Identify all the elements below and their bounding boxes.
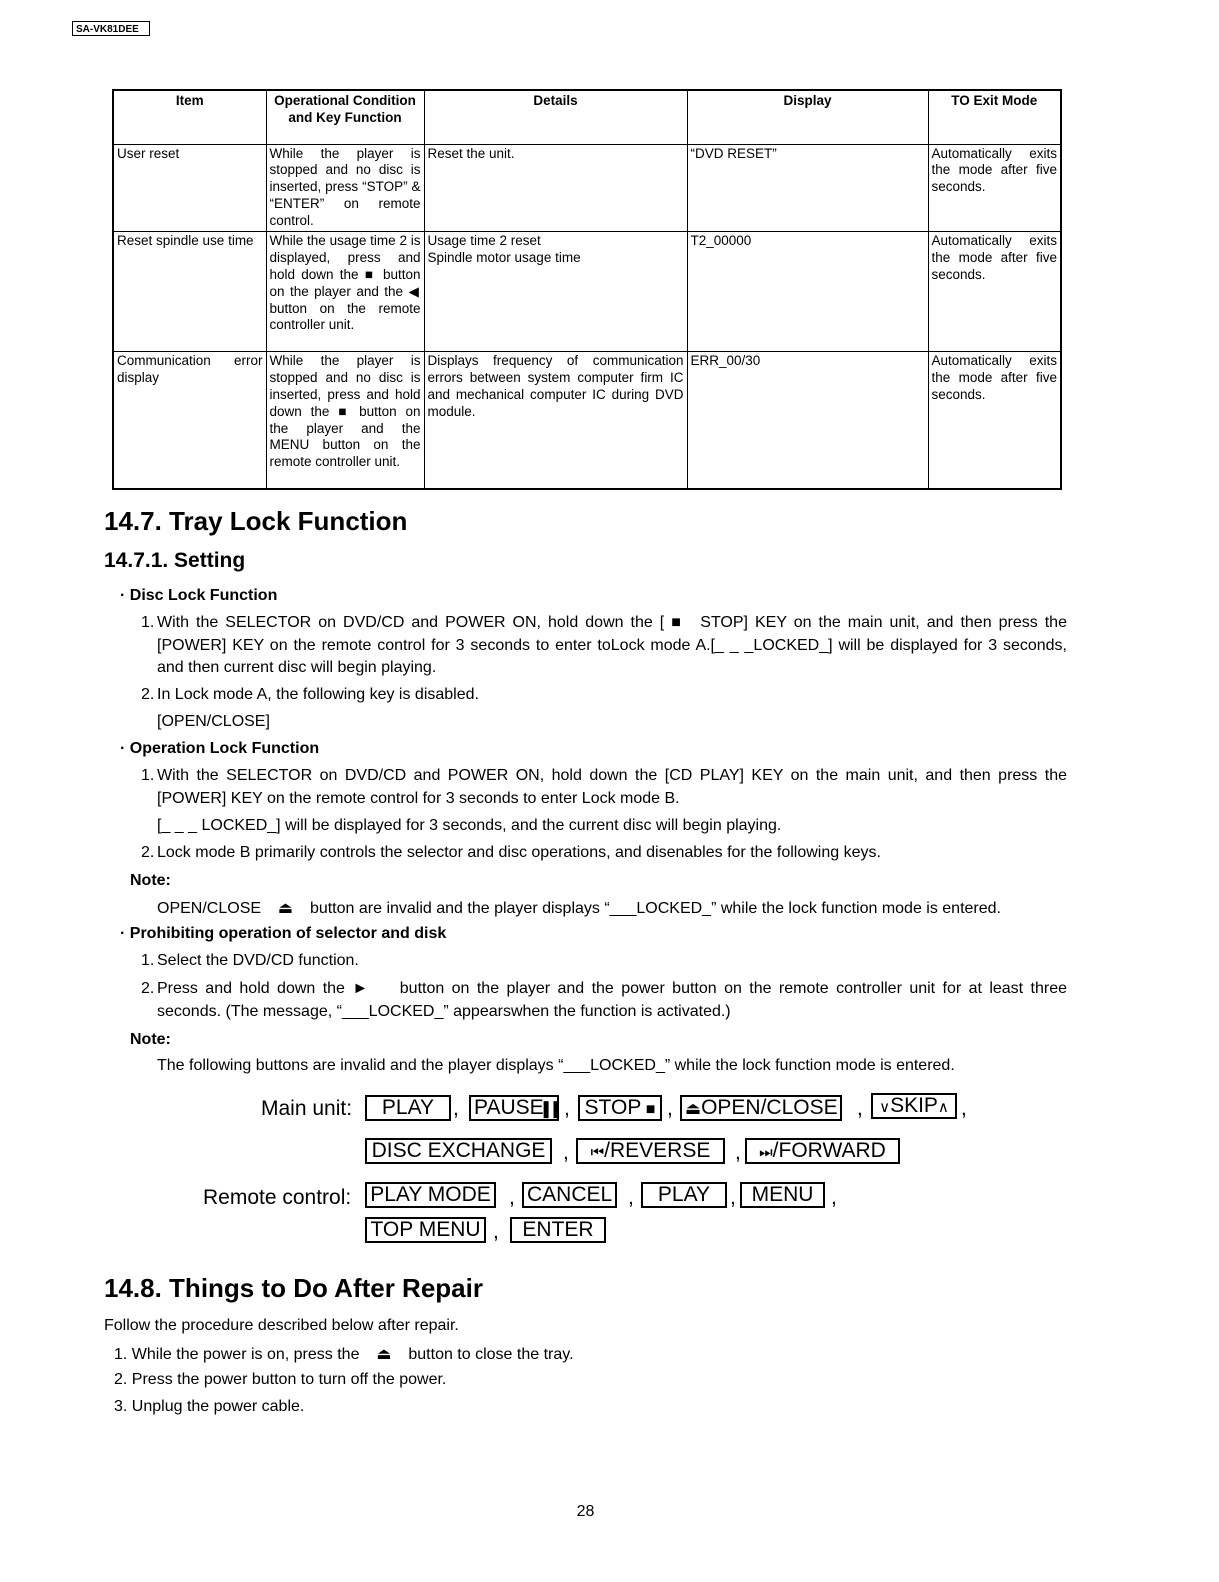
note-text	[157, 898, 1001, 918]
cell-exit: Automatically exits the mode after five seconds.	[928, 232, 1061, 352]
note-text: The following buttons are invalid and the player displays “___LOCKED_” while the lock function mode is entered.	[157, 1057, 955, 1074]
cell-item: User reset	[113, 144, 266, 232]
list-item	[141, 684, 1067, 707]
key-text: PAUSE	[474, 1096, 544, 1119]
key-top-menu: TOP MENU	[365, 1217, 486, 1243]
step-text: STOP] KEY on the main unit, and then press the [POWER] KEY on the remote control for 3 seconds to enter toLock mode A.[_ _ _LOCKED_] will be displayed for 3 seconds, and then current disc will begin playing.	[157, 614, 1067, 676]
key-stop	[578, 1095, 662, 1121]
separator: ,	[628, 1186, 634, 1209]
key-text: /FORWARD	[772, 1139, 886, 1162]
column-header: Item	[113, 90, 266, 144]
separator: ,	[730, 1186, 736, 1209]
cell-display: ERR_00/30	[687, 352, 928, 489]
pause-icon: ▌▌	[543, 1101, 564, 1117]
model-label: SA-VK81DEE	[72, 21, 150, 36]
step-number: 1.	[141, 952, 155, 969]
cell-details	[424, 232, 687, 352]
stop-square-icon: ■	[364, 267, 373, 283]
eject-icon: ⏏	[685, 1099, 702, 1118]
key-open-close	[680, 1095, 842, 1121]
list-item	[141, 765, 1067, 810]
step-text: Select the DVD/CD function.	[157, 952, 359, 969]
key-play-mode: PLAY MODE	[365, 1182, 496, 1208]
cell-item: Communication error display	[113, 352, 266, 489]
step-number: 1.	[141, 767, 155, 784]
key-pause	[469, 1095, 564, 1121]
separator: ,	[563, 1141, 569, 1164]
key-play-remote: PLAY	[641, 1182, 727, 1208]
disc-lock-heading: · Disc Lock Function	[120, 587, 278, 604]
remote-control-label: Remote control:	[203, 1186, 352, 1209]
separator: ,	[857, 1097, 863, 1120]
details-line: Spindle motor usage time	[427, 250, 581, 266]
details-line: Usage time 2 reset	[427, 233, 541, 249]
cell-exit: Automatically exits the mode after five seconds.	[928, 144, 1061, 232]
condition-text: button on the remote controller unit.	[269, 300, 421, 333]
list-item	[114, 1398, 304, 1416]
condition-text: button on the player and the	[269, 267, 421, 299]
key-text: SKIP	[890, 1094, 938, 1117]
list-item	[141, 612, 1067, 680]
list-item	[114, 1344, 574, 1364]
step-number: 1.	[114, 1346, 128, 1363]
separator: ,	[735, 1141, 741, 1164]
list-item	[141, 978, 1067, 1023]
step-text: button on the player and the power button on the remote controller unit for at least three seconds. (The message, “___LOCKED_” appearswhen the function is activated.)	[157, 980, 1067, 1020]
step-number: 2.	[141, 980, 155, 997]
cell-details: Displays frequency of communication errors between system computer firm IC and mechanical computer IC during DVD module.	[424, 352, 687, 489]
column-header: Details	[424, 90, 687, 144]
cell-condition	[266, 232, 424, 352]
list-item	[141, 950, 1067, 973]
skip-forward-icon: ⏭	[759, 1144, 773, 1161]
subsection-title: 14.7.1. Setting	[104, 549, 246, 572]
key-disc-exchange: DISC EXCHANGE	[365, 1138, 552, 1164]
key-text: STOP	[584, 1096, 642, 1119]
separator: ,	[831, 1186, 837, 1209]
table-row	[113, 232, 1061, 352]
column-header: Display	[687, 90, 928, 144]
page-number: 28	[576, 1503, 595, 1520]
key-play: PLAY	[365, 1095, 451, 1121]
chevron-up-icon: ∧	[937, 1099, 949, 1116]
key-reverse	[576, 1138, 725, 1164]
step-text: Lock mode B primarily controls the selector and disc operations, and disenables for the following keys.	[157, 844, 881, 861]
section-title: 14.8. Things to Do After Repair	[104, 1273, 483, 1303]
step-number: 2.	[141, 686, 155, 703]
column-header: Operational Condition and Key Function	[266, 90, 424, 144]
list-item	[114, 1371, 446, 1389]
section-title: 14.7. Tray Lock Function	[104, 506, 408, 536]
main-unit-label: Main unit:	[261, 1097, 353, 1120]
service-mode-table	[112, 89, 1062, 490]
cell-display: “DVD RESET”	[687, 144, 928, 232]
step-number: 3.	[114, 1398, 128, 1415]
step-text: With the SELECTOR on DVD/CD and POWER ON, hold down the [CD PLAY] KEY on the main unit, and then press the [POWER] KEY on the remote control for 3 seconds to enter Lock mode B.	[157, 767, 1067, 807]
step-text: While the power is on, press the	[131, 1346, 360, 1363]
cell-display: T2_00000	[687, 232, 928, 352]
step-number: 2.	[141, 844, 155, 861]
key-menu: MENU	[740, 1182, 825, 1208]
table-row	[113, 352, 1061, 489]
cell-condition	[266, 352, 424, 489]
left-triangle-icon: ◀	[408, 283, 419, 299]
step-text: button to close the tray.	[408, 1346, 574, 1363]
step-number: 1.	[141, 614, 155, 631]
stop-square-icon: ■	[338, 403, 347, 419]
table-header-row	[113, 90, 1061, 144]
prohibit-heading: · Prohibiting operation of selector and disk	[120, 925, 447, 942]
play-triangle-icon: ►	[352, 980, 369, 997]
cell-exit: Automatically exits the mode after five seconds.	[928, 352, 1061, 489]
table-row	[113, 144, 1061, 232]
note-part: button are invalid and the player displays “___LOCKED_” while the lock function mode is entered.	[309, 900, 1001, 917]
step-text: Press and hold down the	[157, 980, 345, 997]
step-text: In Lock mode A, the following key is disabled.	[157, 686, 479, 703]
skip-back-icon: ⏮	[590, 1144, 605, 1161]
separator: ,	[493, 1220, 499, 1243]
eject-icon: ⏏	[277, 900, 294, 917]
separator: ,	[509, 1186, 515, 1209]
note-part: OPEN/CLOSE	[157, 900, 262, 917]
stop-square-icon: ■	[671, 614, 681, 631]
cell-details: Reset the unit.	[424, 144, 687, 232]
disabled-key: [OPEN/CLOSE]	[157, 713, 270, 730]
key-forward	[745, 1138, 900, 1164]
step-text: With the SELECTOR on DVD/CD and POWER ON, hold down the [	[157, 614, 665, 631]
note-label: Note:	[130, 1031, 171, 1048]
condition-text: While the player is stopped and no disc is inserted, press and hold down the	[269, 353, 421, 419]
list-item	[141, 842, 1067, 865]
column-header: TO Exit Mode	[928, 90, 1061, 144]
condition-text: button on the player and the MENU button on the remote controller unit.	[269, 403, 421, 470]
note-label: Note:	[130, 872, 171, 889]
separator: ,	[453, 1097, 459, 1120]
cell-condition: While the player is stopped and no disc is inserted, press “STOP” & “ENTER” on remote control.	[266, 144, 424, 232]
key-skip	[871, 1093, 957, 1119]
key-cancel: CANCEL	[522, 1182, 617, 1208]
key-text: /REVERSE	[604, 1139, 711, 1162]
eject-icon: ⏏	[376, 1346, 392, 1363]
key-enter: ENTER	[510, 1217, 606, 1243]
step-number: 2.	[114, 1371, 128, 1388]
step-text: Press the power button to turn off the power.	[131, 1371, 447, 1388]
step-text: Unplug the power cable.	[131, 1398, 305, 1415]
separator: ,	[961, 1097, 967, 1120]
operation-lock-heading: · Operation Lock Function	[120, 740, 320, 757]
key-text: OPEN/CLOSE	[701, 1096, 838, 1119]
separator: ,	[564, 1097, 570, 1120]
condition-text: While the usage time 2 is displayed, press and hold down the	[269, 233, 421, 283]
cell-item: Reset spindle use time	[113, 232, 266, 352]
step-extra: [_ _ _ LOCKED_] will be displayed for 3 seconds, and the current disc will begin playing.	[157, 817, 782, 834]
separator: ,	[667, 1097, 673, 1120]
intro-text: Follow the procedure described below after repair.	[104, 1317, 459, 1334]
stop-square-icon: ■	[641, 1101, 656, 1118]
chevron-down-icon: ∨	[879, 1099, 891, 1116]
